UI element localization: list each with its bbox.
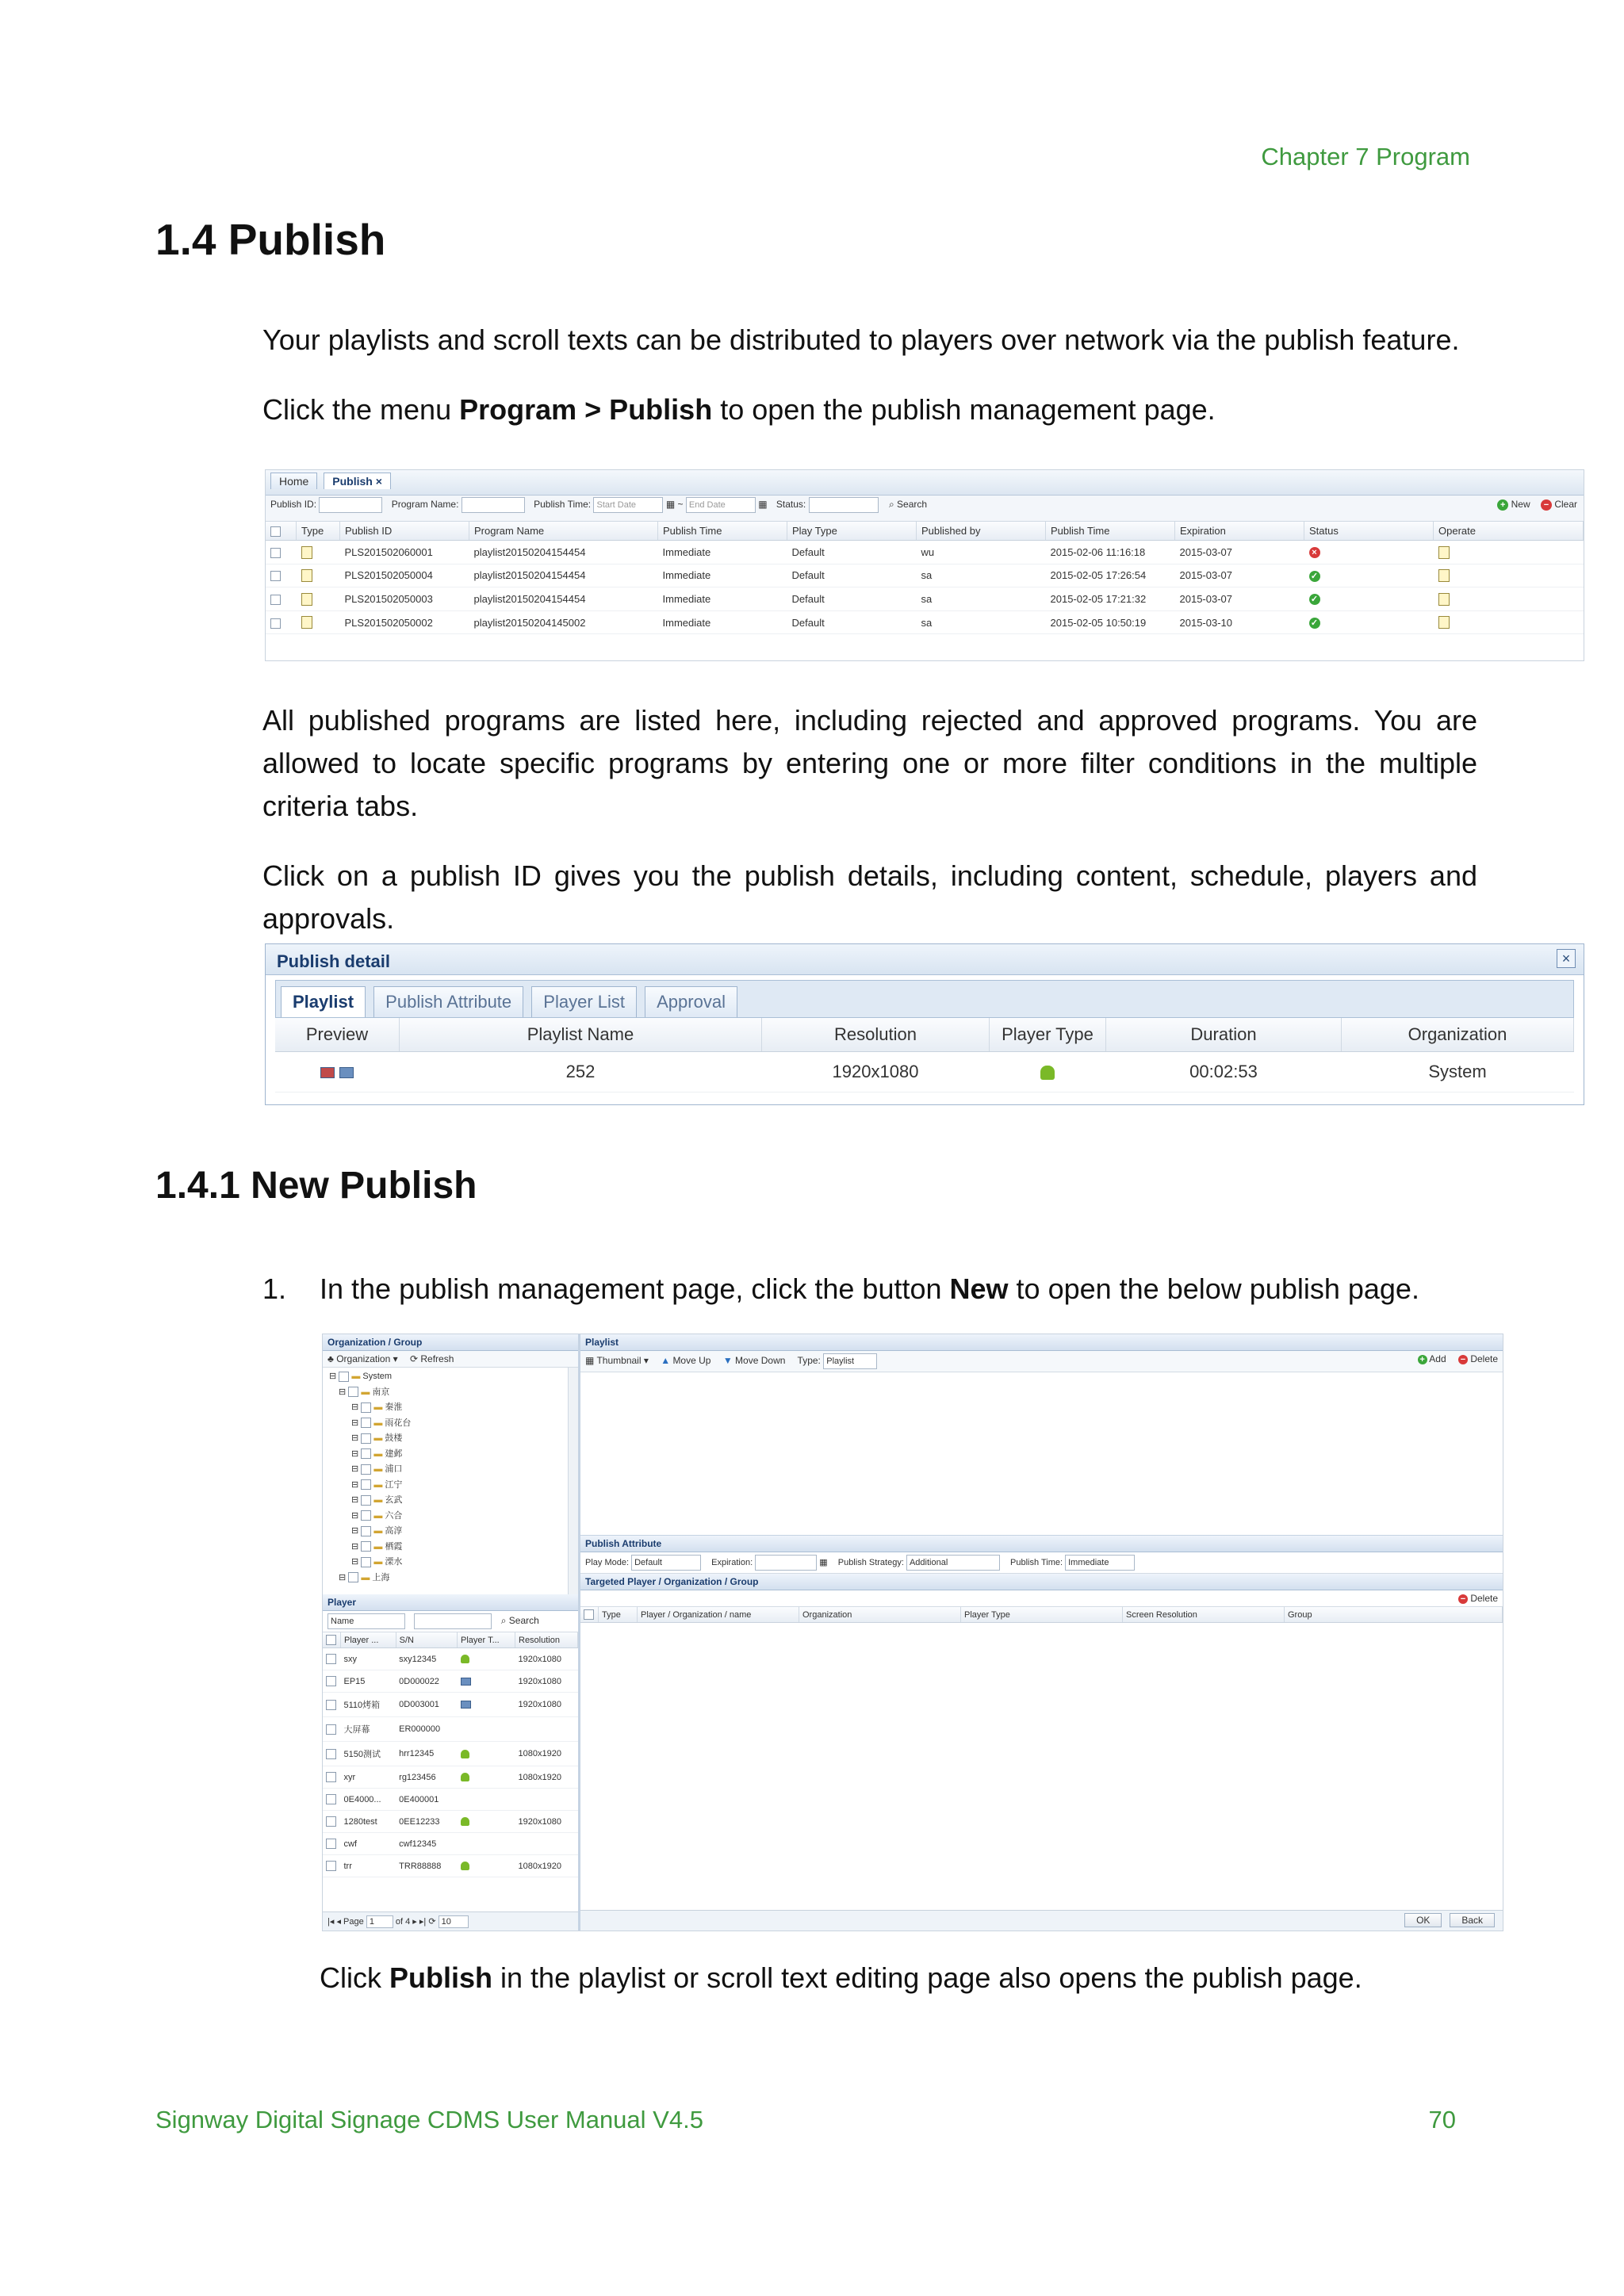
- folder-icon: ▬: [361, 1572, 370, 1582]
- table-row[interactable]: PLS201502050003 playlist20150204154454 Immediate Default sa 2015-02-05 17:21:32 2015-03-07 ✓: [266, 587, 1584, 611]
- type-select[interactable]: Playlist: [823, 1353, 877, 1369]
- move-up-button[interactable]: ▲ Move Up: [661, 1355, 711, 1367]
- section-heading: [155, 214, 385, 265]
- expand-icon: ⊟: [351, 1557, 359, 1567]
- calendar-icon[interactable]: ▦: [819, 1557, 828, 1567]
- publish-id-link[interactable]: PLS201502050003: [340, 587, 469, 611]
- expand-icon: ⊟: [351, 1526, 359, 1536]
- approved-icon: ✓: [1309, 594, 1320, 605]
- play-mode-select[interactable]: Default: [631, 1555, 701, 1571]
- android-icon: [461, 1817, 469, 1826]
- select-all-checkbox[interactable]: [584, 1609, 594, 1620]
- folder-icon: ▬: [373, 1402, 383, 1412]
- row-checkbox[interactable]: [326, 1794, 336, 1804]
- search-icon: ⌕: [500, 1615, 507, 1627]
- page-size-select[interactable]: 10: [439, 1915, 469, 1928]
- publish-attribute-title: Publish Attribute: [580, 1536, 1503, 1552]
- row-checkbox[interactable]: [326, 1816, 336, 1827]
- edit-icon[interactable]: [1438, 616, 1450, 629]
- refresh-icon: ⟳: [409, 1353, 419, 1364]
- folder-icon: ▬: [373, 1433, 383, 1443]
- subsection-title: New Publish: [251, 1165, 477, 1207]
- android-icon: [1040, 1066, 1055, 1080]
- playlist-name-link[interactable]: 252: [400, 1052, 762, 1093]
- last-page-icon[interactable]: ▸|: [419, 1916, 427, 1927]
- org-group-title: Organization / Group: [323, 1334, 578, 1351]
- playlist-type-icon: [301, 593, 312, 606]
- detail-table: Preview Playlist Name Resolution Player Type Duration Organization 252 1920x1080 00:02:53 System: [275, 1018, 1574, 1093]
- back-button[interactable]: Back: [1450, 1913, 1495, 1927]
- player-table: Player ... S/N Player T... Resolution sxy sxy12345 1920x1080 EP15 0D000022 1920x1080 5110烤箱 0D003001 1920x1080 大屏幕 ER000000 5150测试 hrr12345 1080x1920 xyr rg123456 1080x1920 0E4000... 0E400001 1280test 0EE12233 1920x1080 cwf cwf12345 trr TRR88888 1080x1920: [323, 1632, 578, 1877]
- new-button[interactable]: + New: [1497, 499, 1530, 510]
- folder-icon: ▬: [373, 1541, 383, 1552]
- delete-button[interactable]: − Delete: [1458, 1353, 1498, 1364]
- target-toolbar: [580, 1590, 1503, 1607]
- detail-title: Publish detail: [277, 951, 391, 971]
- tree-checkbox: [339, 1372, 349, 1382]
- footer-manual: Signway Digital Signage CDMS User Manual V4.5: [155, 2106, 703, 2133]
- preview-icon[interactable]: [320, 1067, 335, 1078]
- add-icon: +: [1418, 1355, 1427, 1364]
- dialog-footer: [580, 1910, 1503, 1931]
- row-checkbox[interactable]: [270, 571, 281, 581]
- search-button[interactable]: ⌕ Search: [888, 499, 928, 511]
- row-checkbox[interactable]: [326, 1700, 336, 1710]
- tab-close-icon[interactable]: ×: [375, 475, 382, 488]
- tab-player-list[interactable]: Player List: [531, 986, 637, 1017]
- tab-home[interactable]: Home: [270, 473, 317, 489]
- publish-id-link[interactable]: PLS201502060001: [340, 541, 469, 564]
- player-title: Player: [323, 1594, 578, 1611]
- edit-icon[interactable]: [1438, 569, 1450, 582]
- step-text: In the publish management page, click the button New to open the below publish page.: [320, 1272, 1419, 1305]
- page-number: 70: [1428, 2106, 1456, 2133]
- subsection-number: 1.4.1: [155, 1165, 240, 1207]
- prev-page-icon[interactable]: ◂: [336, 1916, 341, 1927]
- android-icon: [461, 1655, 469, 1663]
- targeted-title: Targeted Player / Organization / Group: [580, 1574, 1503, 1590]
- ok-button[interactable]: OK: [1404, 1913, 1442, 1927]
- tree-checkbox: [361, 1510, 371, 1521]
- calendar-icon[interactable]: ▦: [665, 499, 676, 511]
- section-title: Publish: [228, 215, 386, 264]
- menu-instruction: Click the menu Program > Publish to open the publish management page.: [262, 393, 1216, 426]
- monitor-icon: [461, 1678, 471, 1686]
- table-row[interactable]: PLS201502050004 playlist20150204154454 Immediate Default sa 2015-02-05 17:26:54 2015-03-07 ✓: [266, 564, 1584, 587]
- attribute-bar: Play Mode: Default Expiration: ▦ Publish Strategy: Additional Publish Time: Immediate: [580, 1552, 1503, 1574]
- detail-tab-strip: [275, 980, 1574, 1018]
- row-checkbox[interactable]: [326, 1749, 336, 1759]
- publish-id-link[interactable]: PLS201502050002: [340, 610, 469, 634]
- playlist-title: Playlist: [580, 1334, 1503, 1351]
- tree-node[interactable]: ⊟ ▬ 江宁: [351, 1479, 403, 1490]
- delete-icon: −: [1458, 1594, 1468, 1604]
- tree-checkbox: [348, 1387, 358, 1397]
- publish-time-select[interactable]: Immediate: [1065, 1555, 1135, 1571]
- row-checkbox[interactable]: [326, 1772, 336, 1782]
- tree-checkbox: [361, 1418, 371, 1428]
- page-input[interactable]: 1: [366, 1915, 393, 1928]
- note-text: Click Publish in the playlist or scroll text editing page also opens the publish page.: [320, 1961, 1362, 1994]
- menu-path: Program > Publish: [459, 393, 713, 426]
- publish-table: Type Publish ID Program Name Publish Time Play Type Published by Publish Time Expiration Status Operate PLS201502060001 playlist20150204154454 Immediate Default wu 2015-02-06 11:16:18 2015-03-07 × PLS201502050004 playlist20150204154454 Immediate Default sa 2015-02-05 17:26:54 2015-03-07 ✓ PLS201502050003 playlist20150204154454 Immediate Default sa 2015-02-05 17:21:32 2015-03-07 ✓ PLS201502050002 playlist20150204145002 Immediate Default sa 2015-02-05 10:50:19 2015-03-10 ✓: [266, 522, 1584, 634]
- new-publish-screenshot: [322, 1334, 1503, 1931]
- table-row[interactable]: 5150测试 hrr12345 1080x1920: [323, 1742, 578, 1766]
- org-tree: [323, 1368, 578, 1594]
- right-panel: [580, 1334, 1503, 1931]
- tree-node[interactable]: ⊟ ▬ 秦淮: [351, 1402, 403, 1412]
- tree-node[interactable]: ⊟ ▬ System: [329, 1372, 393, 1381]
- expand-icon: ⊟: [351, 1418, 359, 1428]
- tree-node[interactable]: ⊟ ▬ 雨花台: [351, 1418, 412, 1428]
- edit-icon[interactable]: [1438, 593, 1450, 606]
- expand-icon: ⊟: [339, 1387, 347, 1397]
- tree-checkbox: [361, 1448, 371, 1459]
- tree-checkbox: [348, 1572, 358, 1582]
- expand-icon: ⊟: [351, 1433, 359, 1443]
- select-all-checkbox[interactable]: [326, 1635, 336, 1645]
- player-search-input[interactable]: [414, 1613, 492, 1629]
- tree-checkbox: [361, 1541, 371, 1552]
- tree-node[interactable]: ⊟ ▬ 栖霞: [351, 1541, 403, 1552]
- expand-icon: ⊟: [351, 1402, 359, 1412]
- row-checkbox[interactable]: [326, 1654, 336, 1664]
- tree-node[interactable]: ⊟ ▬ 溧水: [351, 1557, 403, 1567]
- close-icon[interactable]: ×: [1557, 949, 1576, 968]
- publish-keyword: Publish: [389, 1961, 493, 1994]
- tab-publish[interactable]: Publish ×: [324, 473, 391, 489]
- approved-icon: ✓: [1309, 571, 1320, 582]
- tree-node[interactable]: ⊟ ▬ 建邺: [351, 1448, 403, 1459]
- refresh-icon[interactable]: ⟳: [428, 1916, 436, 1927]
- expand-icon: ⊟: [351, 1464, 359, 1474]
- table-row[interactable]: PLS201502060001 playlist20150204154454 Immediate Default wu 2015-02-06 11:16:18 2015-03-07 ×: [266, 541, 1584, 564]
- paragraph-details: Click on a publish ID gives you the publish details, including content, schedule, players and approvals.: [262, 859, 1477, 935]
- table-row[interactable]: EP15 0D000022 1920x1080: [323, 1670, 578, 1693]
- organization-icon: ♣: [327, 1353, 334, 1364]
- tree-checkbox: [361, 1402, 371, 1413]
- folder-icon: ▬: [373, 1526, 383, 1536]
- tree-checkbox: [361, 1433, 371, 1444]
- program-name-input[interactable]: [462, 497, 525, 513]
- table-row[interactable]: 5110烤箱 0D003001 1920x1080: [323, 1693, 578, 1717]
- row-checkbox[interactable]: [270, 548, 281, 558]
- player-filter-select[interactable]: Name: [327, 1613, 405, 1629]
- new-keyword: New: [949, 1272, 1009, 1305]
- expand-icon: ⊟: [329, 1372, 337, 1381]
- folder-icon: ▬: [373, 1418, 383, 1428]
- tree-node[interactable]: ⊟ ▬ 浦口: [351, 1464, 403, 1474]
- approved-icon: ✓: [1309, 618, 1320, 629]
- folder-icon: ▬: [351, 1372, 361, 1381]
- playlist-type-icon: [301, 616, 312, 629]
- publish-detail-screenshot: [265, 943, 1584, 1105]
- tree-checkbox: [361, 1495, 371, 1506]
- expand-icon: ⊟: [351, 1541, 359, 1552]
- expand-icon: ⊟: [351, 1495, 359, 1505]
- thumbnail-icon: ▦: [585, 1355, 595, 1367]
- tree-node[interactable]: ⊟ ▬ 玄武: [351, 1495, 403, 1505]
- tab-approval[interactable]: Approval: [645, 986, 737, 1017]
- next-page-icon[interactable]: ▸: [412, 1916, 417, 1927]
- playlist-toolbar: ▦ Thumbnail ▾ ▲ Move Up ▼ Move Down Type: Playlist + Add − Delete: [580, 1351, 1503, 1372]
- tree-checkbox: [361, 1557, 371, 1567]
- monitor-icon: [461, 1701, 471, 1709]
- row-checkbox[interactable]: [326, 1676, 336, 1686]
- folder-icon: ▬: [373, 1479, 383, 1490]
- folder-icon: ▬: [373, 1464, 383, 1474]
- player-filter-bar: [323, 1611, 578, 1632]
- organization-button[interactable]: ♣ Organization ▾: [327, 1353, 398, 1364]
- table-row[interactable]: 1280test 0EE12233 1920x1080: [323, 1811, 578, 1833]
- playlist-type-icon: [301, 546, 312, 559]
- table-row[interactable]: xyr rg123456 1080x1920: [323, 1766, 578, 1789]
- publish-id-input[interactable]: [319, 497, 382, 513]
- move-down-button[interactable]: ▼ Move Down: [722, 1355, 786, 1367]
- filter-bar: Publish ID: Program Name: Publish Time: Start Date ▦ ~ End Date ▦ Status: ⌕ Search + New − Clear: [266, 496, 1584, 522]
- tab-publish-attribute[interactable]: Publish Attribute: [373, 986, 523, 1017]
- tree-checkbox: [361, 1526, 371, 1536]
- search-icon: ⌕: [888, 499, 894, 511]
- clear-button[interactable]: − Clear: [1541, 499, 1577, 510]
- status-select[interactable]: [809, 497, 879, 513]
- folder-icon: ▬: [373, 1510, 383, 1521]
- start-date-input[interactable]: Start Date: [593, 497, 663, 513]
- row-checkbox[interactable]: [270, 595, 281, 605]
- edit-icon[interactable]: [1438, 546, 1450, 559]
- folder-icon: ▬: [373, 1495, 383, 1505]
- step-number: 1.: [262, 1272, 287, 1305]
- tree-scrollbar[interactable]: [568, 1368, 578, 1594]
- table-row[interactable]: 0E4000... 0E400001: [323, 1789, 578, 1811]
- playlist-area: [580, 1372, 1503, 1536]
- table-row[interactable]: cwf cwf12345: [323, 1833, 578, 1855]
- folder-icon: ▬: [373, 1557, 383, 1567]
- paragraph-listing: All published programs are listed here, including rejected and approved programs. You are allowed to locate specific programs by entering one or more filter conditions in the multiple criteria tabs.: [262, 704, 1477, 822]
- left-panel: [323, 1334, 580, 1931]
- table-row[interactable]: sxy sxy12345 1920x1080: [323, 1648, 578, 1670]
- row-checkbox[interactable]: [326, 1861, 336, 1871]
- row-checkbox[interactable]: [326, 1724, 336, 1735]
- intro-paragraph: Your playlists and scroll texts can be distributed to players over network via the publish feature.: [262, 323, 1460, 356]
- pager: |◂ ◂ Page 1 of 4 ▸ ▸| ⟳ 10: [323, 1911, 578, 1931]
- select-all-checkbox[interactable]: [270, 526, 281, 537]
- tree-node[interactable]: ⊟ ▬ 南京: [339, 1387, 390, 1397]
- table-row[interactable]: 大屏幕 ER000000: [323, 1717, 578, 1742]
- android-icon: [461, 1750, 469, 1758]
- folder-icon: ▬: [361, 1387, 370, 1397]
- publish-id-link[interactable]: PLS201502050004: [340, 564, 469, 587]
- expiration-input[interactable]: [755, 1555, 817, 1571]
- section-number: 1.4: [155, 215, 216, 264]
- add-icon: +: [1497, 499, 1508, 511]
- monitor-icon[interactable]: [339, 1067, 354, 1078]
- expand-icon: ⊟: [351, 1510, 359, 1521]
- tree-node[interactable]: ⊟ ▬ 高淳: [351, 1526, 403, 1536]
- subsection-heading: [155, 1164, 477, 1207]
- android-icon: [461, 1862, 469, 1870]
- arrow-up-icon: ▲: [661, 1355, 671, 1367]
- table-row[interactable]: PLS201502050002 playlist20150204145002 Immediate Default sa 2015-02-05 10:50:19 2015-03-10 ✓: [266, 610, 1584, 634]
- calendar-icon[interactable]: ▦: [758, 499, 768, 511]
- rejected-icon: ×: [1309, 547, 1320, 558]
- chapter-header: Chapter 7 Program: [1261, 143, 1470, 170]
- detail-title-bar: [266, 944, 1584, 975]
- android-icon: [461, 1773, 469, 1781]
- strategy-select[interactable]: Additional: [906, 1555, 1000, 1571]
- tree-checkbox: [361, 1464, 371, 1475]
- player-search-button[interactable]: ⌕ Search: [500, 1615, 539, 1627]
- expand-icon: ⊟: [339, 1572, 347, 1582]
- row-checkbox[interactable]: [270, 618, 281, 629]
- table-row[interactable]: 252 1920x1080 00:02:53 System: [275, 1052, 1574, 1093]
- tree-checkbox: [361, 1479, 371, 1490]
- table-row[interactable]: trr TRR88888 1080x1920: [323, 1855, 578, 1877]
- tree-node[interactable]: ⊟ ▬ 上海: [339, 1572, 390, 1582]
- publish-list-screenshot: [265, 469, 1584, 661]
- add-button[interactable]: + Add: [1418, 1353, 1446, 1364]
- playlist-type-icon: [301, 569, 312, 582]
- tree-node[interactable]: ⊟ ▬ 鼓楼: [351, 1433, 403, 1443]
- delete-icon: −: [1458, 1355, 1468, 1364]
- thumbnail-button[interactable]: ▦ Thumbnail ▾: [585, 1355, 649, 1367]
- expand-icon: ⊟: [351, 1448, 359, 1459]
- refresh-button[interactable]: ⟳ Refresh: [409, 1353, 454, 1364]
- target-table: Type Player / Organization / name Organization Player Type Screen Resolution Group: [580, 1607, 1503, 1623]
- tab-playlist[interactable]: Playlist: [281, 986, 366, 1017]
- org-toolbar: [323, 1351, 578, 1368]
- tree-node[interactable]: ⊟ ▬ 六合: [351, 1510, 403, 1521]
- folder-icon: ▬: [373, 1448, 383, 1459]
- row-checkbox[interactable]: [326, 1839, 336, 1849]
- end-date-input[interactable]: End Date: [686, 497, 756, 513]
- target-delete-button[interactable]: − Delete: [1458, 1593, 1498, 1604]
- expand-icon: ⊟: [351, 1479, 359, 1490]
- first-page-icon[interactable]: |◂: [327, 1916, 335, 1927]
- arrow-down-icon: ▼: [722, 1355, 733, 1367]
- tab-strip: [266, 470, 1584, 496]
- clear-icon: −: [1541, 499, 1552, 511]
